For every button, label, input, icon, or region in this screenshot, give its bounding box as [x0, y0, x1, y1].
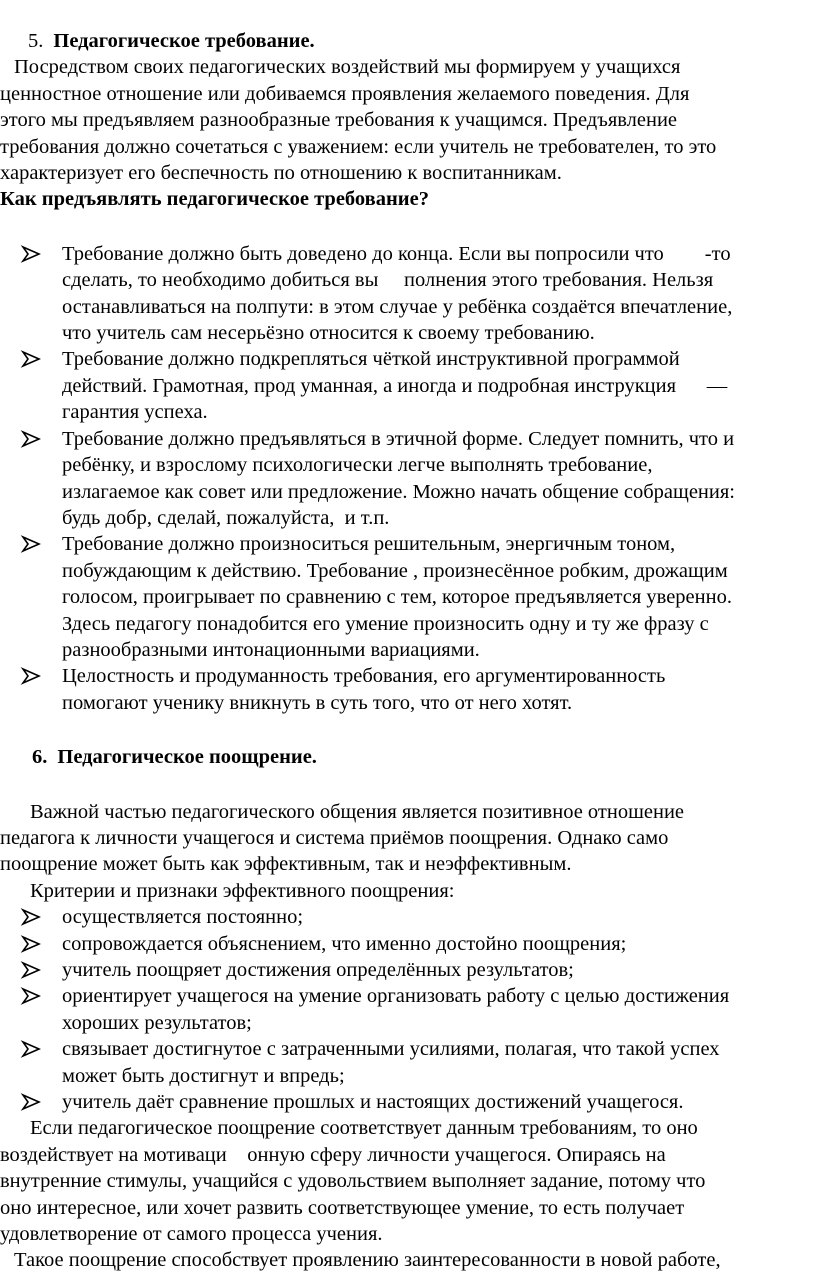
arrowhead-bullet-icon	[20, 663, 44, 689]
arrowhead-bullet-icon	[20, 931, 44, 957]
list-item-line: Требование должно произноситься решительным, энергичным тоном,	[62, 533, 676, 556]
list-item-line: голосом, проигрывает по сравнению с тем, которое предъявляется уверенно.	[62, 586, 732, 609]
list-item-line: останавливаться на полпути: в этом случае у ребёнка создаётся впечатление,	[62, 295, 733, 318]
paragraph-line: Если педагогическое поощрение соответствует данным требованиям, то оно	[30, 1117, 698, 1140]
list-item	[0, 531, 816, 663]
section-5-heading	[0, 28, 816, 54]
list-item-line: разнообразными интонационными вариациями.	[62, 638, 480, 661]
list-item-line: побуждающим к действию. Требование , произнесённое робким, дрожащим	[62, 559, 728, 582]
requirement-list	[0, 241, 816, 716]
arrowhead-bullet-icon	[20, 904, 44, 930]
section-5-number: 5.	[28, 30, 44, 52]
intro-line: Важной частью педагогического общения является позитивное отношение	[30, 800, 685, 823]
intro-line: Посредством своих педагогических воздействий мы формируем у учащихся	[14, 56, 681, 79]
intro-line: характеризует его беспечность по отношению к воспитанникам.	[0, 162, 562, 185]
list-item	[0, 241, 816, 347]
list-item	[0, 346, 816, 425]
arrowhead-bullet-icon	[20, 426, 44, 452]
arrowhead-bullet-icon	[20, 1036, 44, 1062]
list-item-line: действий. Грамотная, прод уманная, а иногда и подробная инструкция —	[62, 374, 728, 397]
section-6-heading	[0, 744, 816, 770]
list-item-line: помогают ученику вникнуть в суть того, что от него хотят.	[62, 691, 573, 714]
paragraph-line: Такое поощрение способствует проявлению заинтересованности в новой работе,	[14, 1249, 721, 1272]
criteria-list	[0, 904, 816, 1115]
list-item-line: учитель даёт сравнение прошлых и настоящих достижений учащегося.	[62, 1091, 684, 1114]
list-item-line: Требование должно быть доведено до конца. Если вы попросили что -то	[62, 242, 731, 265]
section-6-paragraph-3	[0, 1247, 816, 1273]
section-6-title: Педагогическое поощрение.	[57, 746, 317, 769]
list-item	[0, 983, 816, 1036]
section-5-title: Педагогическое требование.	[53, 30, 315, 52]
section-6-number: 6.	[32, 746, 48, 769]
list-item-line: сделать, то необходимо добиться вы полнения этого требования. Нельзя	[62, 269, 714, 292]
list-item-line: ориентирует учащегося на умение организовать работу с целью достижения	[62, 985, 730, 1008]
arrowhead-bullet-icon	[20, 241, 44, 267]
arrowhead-bullet-icon	[20, 1089, 44, 1115]
list-item-line: гарантия успеха.	[62, 401, 208, 424]
list-item	[0, 957, 816, 983]
section-6-paragraph-2	[0, 1115, 816, 1247]
paragraph-line: оно интересное, или хочет развить соответствующее умение, то есть получает	[0, 1196, 685, 1219]
list-item	[0, 1036, 816, 1089]
paragraph-line: внутренние стимулы, учащийся с удовольствием выполняет задание, потому что	[0, 1170, 706, 1193]
list-item-line: хороших результатов;	[62, 1011, 252, 1034]
intro-line: поощрение может быть как эффективным, так и неэффективным.	[0, 853, 572, 876]
list-item-line: Требование должно предъявляться в этичной форме. Следует помнить, что и	[62, 427, 735, 450]
document-page	[0, 28, 816, 1274]
list-item-line: Требование должно подкрепляться чёткой инструктивной программой	[62, 348, 680, 371]
list-item-line: учитель поощряет достижения определённых результатов;	[62, 959, 574, 981]
list-item-line: может быть достигнут и впредь;	[62, 1064, 345, 1087]
section-6-intro	[0, 799, 816, 905]
section-5-intro	[0, 54, 816, 186]
arrowhead-bullet-icon	[20, 983, 44, 1009]
list-item	[0, 931, 816, 957]
criteria-heading: Критерии и признаки эффективного поощрения:	[30, 879, 455, 902]
list-item-line: сопровождается объяснением, что именно достойно поощрения;	[62, 932, 627, 955]
list-item-line: будь добр, сделай, пожалуйста, и т.п.	[62, 506, 390, 529]
list-item-line: что учитель сам несерьёзно относится к своему требованию.	[62, 322, 595, 345]
list-item-line: излагаемое как совет или предложение. Можно начать общение собращения:	[62, 480, 735, 503]
arrowhead-bullet-icon	[20, 957, 44, 983]
arrowhead-bullet-icon	[20, 531, 44, 557]
paragraph-line: удовлетворение от самого процесса учения.	[0, 1223, 383, 1246]
list-item	[0, 426, 816, 532]
intro-line: педагога к личности учащегося и система приёмов поощрения. Однако само	[0, 826, 669, 849]
intro-line: требования должно сочетаться с уважением: если учитель не требователен, то это	[0, 135, 717, 158]
arrowhead-bullet-icon	[20, 346, 44, 372]
list-item	[0, 1089, 816, 1115]
list-item-line: связывает достигнутое с затраченными усилиями, полагая, что такой успех	[62, 1038, 720, 1061]
list-item-line: ребёнку, и взрослому психологически легче выполнять требование,	[62, 454, 653, 477]
list-item-line: Целостность и продуманность требования, его аргументированность	[62, 665, 666, 688]
requirement-question-heading: Как предъявлять педагогическое требование?	[0, 188, 429, 211]
intro-line: ценностное отношение или добиваемся проявления желаемого поведения. Для	[0, 82, 690, 105]
list-item	[0, 904, 816, 930]
list-item-line: осуществляется постоянно;	[62, 906, 304, 929]
intro-line: этого мы предъявляем разнообразные требования к учащимся. Предъявление	[0, 109, 678, 132]
list-item	[0, 663, 816, 716]
paragraph-line: воздействует на мотиваци онную сферу личности учащегося. Опираясь на	[0, 1143, 666, 1166]
list-item-line: Здесь педагогу понадобится его умение произносить одну и ту же фразу с	[62, 612, 709, 635]
